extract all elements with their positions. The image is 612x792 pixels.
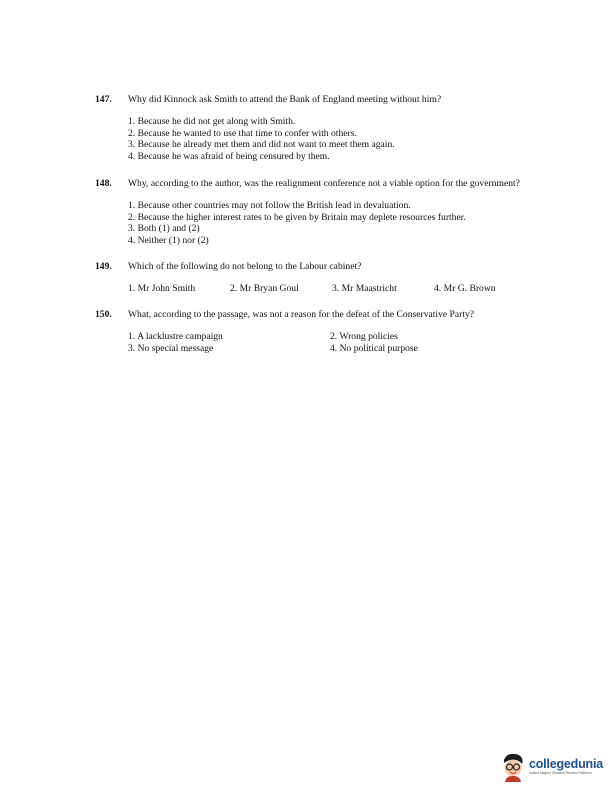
question-number: 149. bbox=[95, 261, 112, 272]
option-1: 1. Because he did not get along with Smith. bbox=[128, 115, 296, 127]
option-3: 3. Both (1) and (2) bbox=[128, 223, 200, 235]
option-1: 1. Because other countries may not follow the British lead in devaluation. bbox=[128, 199, 411, 211]
option-2: 2. Wrong policies bbox=[330, 330, 398, 342]
options-row bbox=[128, 283, 575, 295]
option-3: 3. Because he already met them and did not want to meet them again. bbox=[128, 139, 395, 151]
collegedunia-logo bbox=[500, 749, 610, 785]
question-number: 150. bbox=[95, 309, 112, 320]
logo-name: collegedunia bbox=[529, 757, 604, 771]
question-147 bbox=[95, 94, 575, 163]
question-header bbox=[95, 261, 575, 273]
question-header bbox=[95, 94, 575, 106]
question-number: 148. bbox=[95, 178, 112, 189]
student-mascot-icon bbox=[500, 752, 526, 782]
logo-text bbox=[529, 758, 603, 776]
question-text: What, according to the passage, was not a reason for the defeat of the Conservative Party? bbox=[128, 309, 475, 320]
question-150 bbox=[95, 309, 575, 354]
option-1: 1. Mr John Smith bbox=[128, 282, 196, 294]
option-4: 4. Neither (1) nor (2) bbox=[128, 235, 209, 247]
option-3: 3. Mr Maastricht bbox=[332, 282, 397, 294]
logo-tagline: India's largest Student Review Platform bbox=[529, 771, 592, 775]
option-3: 3. No special message bbox=[128, 342, 214, 354]
question-149 bbox=[95, 261, 575, 295]
option-4: 4. Mr G. Brown bbox=[434, 282, 496, 294]
option-4: 4. No political purpose bbox=[330, 342, 418, 354]
option-1: 1. A lacklustre campaign bbox=[128, 330, 223, 342]
question-text: Which of the following do not belong to the Labour cabinet? bbox=[128, 261, 362, 272]
question-header bbox=[95, 178, 575, 190]
option-4: 4. Because he was afraid of being censured by them. bbox=[128, 151, 330, 163]
question-text: Why, according to the author, was the realignment conference not a viable option for the government? bbox=[128, 178, 520, 189]
question-number: 147. bbox=[95, 94, 112, 105]
options-list bbox=[128, 200, 575, 247]
options-grid bbox=[128, 331, 575, 355]
options-list bbox=[128, 116, 575, 163]
question-header bbox=[95, 309, 575, 321]
question-text: Why did Kinnock ask Smith to attend the Bank of England meeting without him? bbox=[128, 94, 442, 105]
option-2: 2. Because the higher interest rates to be given by Britain may deplete resources further. bbox=[128, 211, 466, 223]
question-148 bbox=[95, 178, 575, 247]
option-2: 2. Mr Bryan Goul bbox=[230, 282, 299, 294]
option-2: 2. Because he wanted to use that time to confer with others. bbox=[128, 127, 357, 139]
